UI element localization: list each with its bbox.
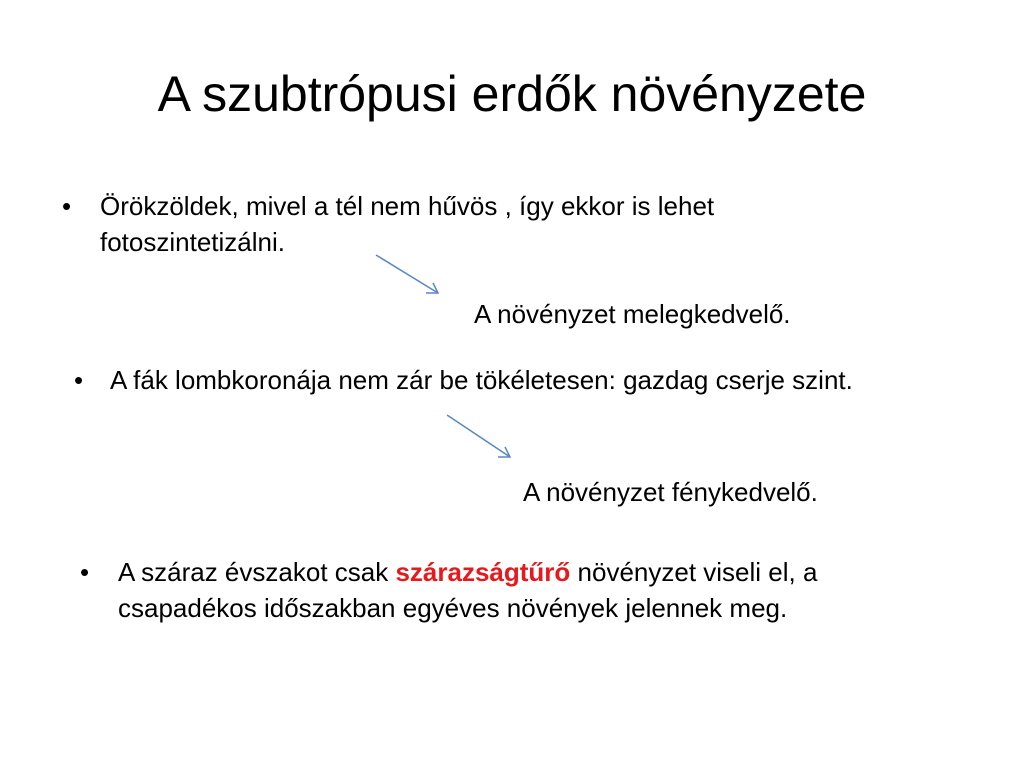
result-warmth-loving: A növényzet melegkedvelő. <box>474 299 791 329</box>
arrow-1 <box>376 255 438 293</box>
bullet-dot: • <box>74 365 84 395</box>
bullet-line: A fák lombkoronája nem zár be tökéletesen: gazdag cserje szint. <box>110 365 853 395</box>
arrow-2 <box>447 415 510 457</box>
bullet-dot: • <box>62 191 72 221</box>
result-light-loving: A növényzet fénykedvelő. <box>523 477 818 507</box>
slide-title: A szubtrópusi erdők növényzete <box>157 66 867 122</box>
bullet-dot: • <box>80 557 90 587</box>
bullet-line: fotoszintetizálni. <box>100 227 285 257</box>
bullet-line: csapadékos időszakban egyéves növények jelennek meg. <box>118 593 788 623</box>
bullet-text-after: növényzet viseli el, a <box>570 557 818 587</box>
bullet-line: Örökzöldek, mivel a tél nem hűvös , így ekkor is lehet <box>100 191 715 221</box>
bullet-text-before: A száraz évszakot csak <box>118 557 396 587</box>
emphasis-drought-tolerant: szárazságtűrő <box>395 557 571 587</box>
